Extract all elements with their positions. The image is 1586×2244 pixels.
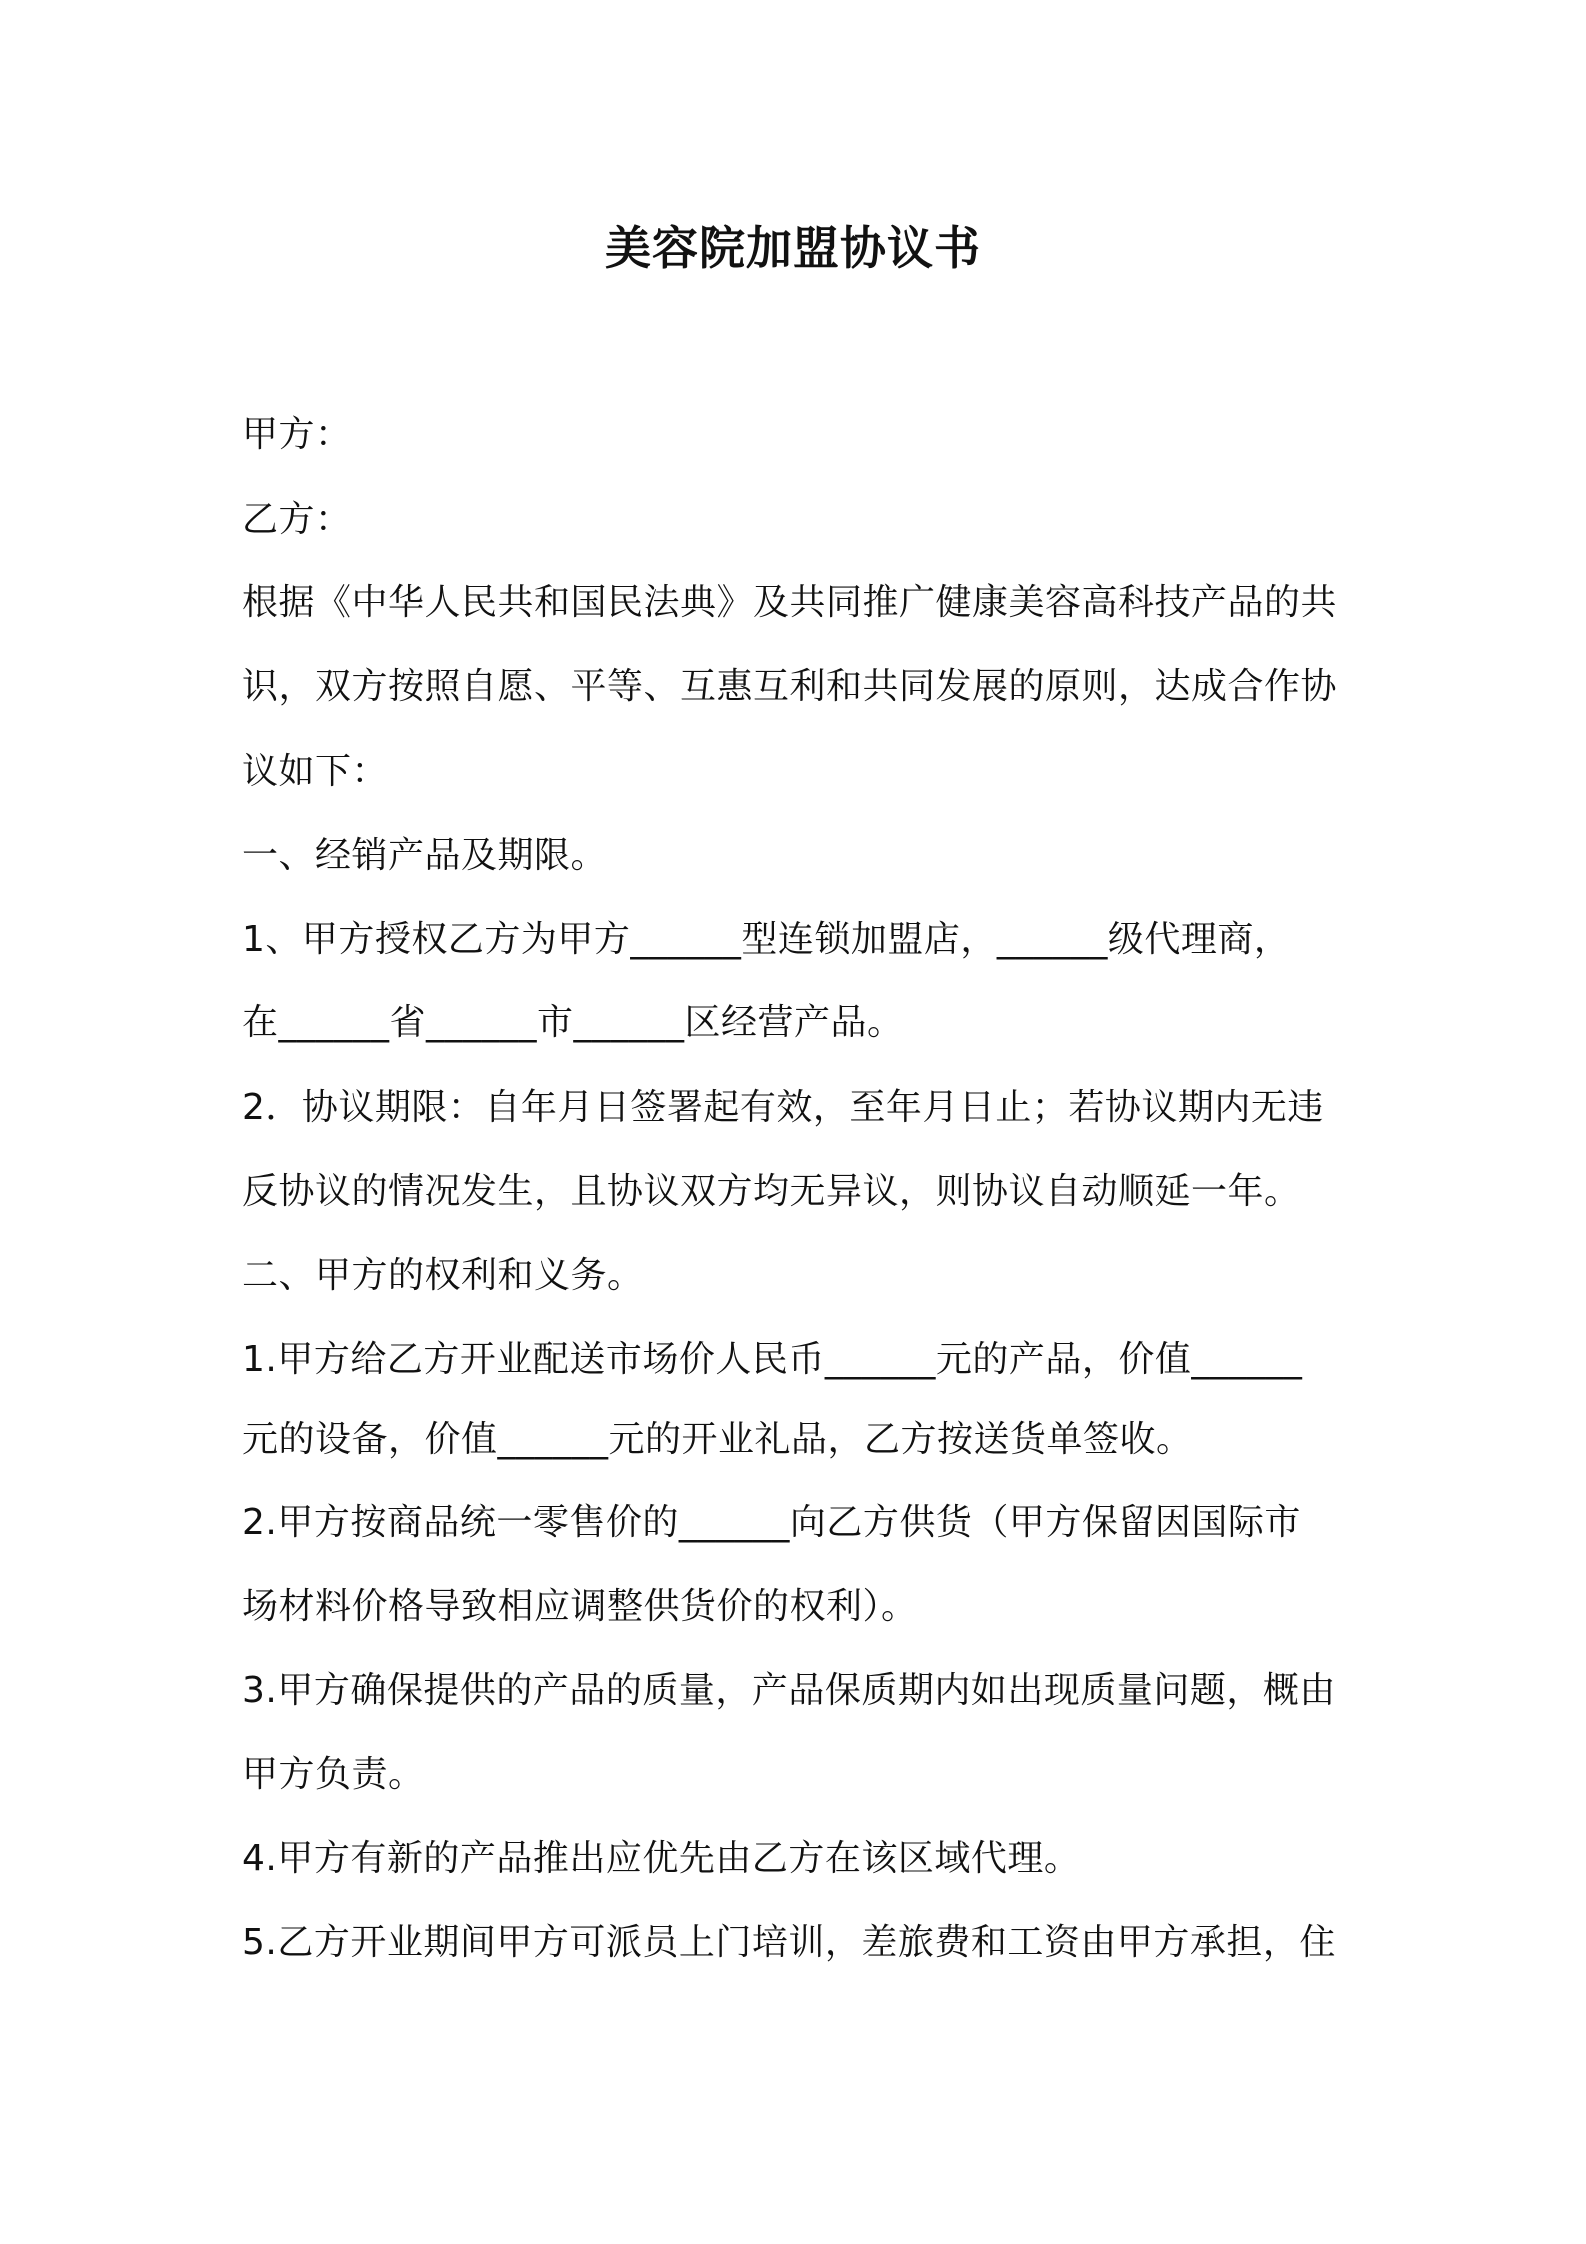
section-heading-1: 一、经销产品及期限。 [242,835,608,876]
clause-2-4-line: 4.甲方有新的产品推出应优先由乙方在该区域代理。 [242,1838,1081,1879]
section-heading-2: 二、甲方的权利和义务。 [242,1255,644,1296]
clause-1-1-line-1: 1、甲方授权乙方为甲方______型连锁加盟店，______级代理商， [242,919,1291,960]
clause-1-1-line-2: 在______省______市______区经营产品。 [242,1002,904,1043]
clause-2-1-line-1: 1.甲方给乙方开业配送市场价人民币______元的产品，价值______ [242,1339,1303,1380]
preamble-line-2: 识，双方按照自愿、平等、互惠互利和共同发展的原则，达成合作协 [242,666,1338,707]
clause-2-5-line-1: 5.乙方开业期间甲方可派员上门培训，差旅费和工资由甲方承担，住 [242,1922,1336,1963]
preamble-line-3: 议如下： [242,751,389,792]
clause-2-1-line-2: 元的设备，价值______元的开业礼品，乙方按送货单签收。 [242,1419,1193,1460]
party-b-line: 乙方： [242,499,352,540]
clause-1-2-line-1: 2．协议期限：自年月日签署起有效，至年月日止；若协议期内无违 [242,1087,1324,1128]
clause-1-2-line-2: 反协议的情况发生，且协议双方均无异议，则协议自动顺延一年。 [242,1171,1301,1212]
clause-2-2-line-2: 场材料价格导致相应调整供货价的权利）。 [242,1586,918,1627]
clause-2-3-line-2: 甲方负责。 [242,1754,425,1795]
document-title: 美容院加盟协议书 [605,221,981,275]
preamble-line-1: 根据《中华人民共和国民法典》及共同推广健康美容高科技产品的共 [242,582,1338,623]
party-a-line: 甲方： [242,414,352,455]
clause-2-2-line-1: 2.甲方按商品统一零售价的______向乙方供货（甲方保留因国际市 [242,1502,1301,1543]
clause-2-3-line-1: 3.甲方确保提供的产品的质量，产品保质期内如出现质量问题，概由 [242,1670,1336,1711]
